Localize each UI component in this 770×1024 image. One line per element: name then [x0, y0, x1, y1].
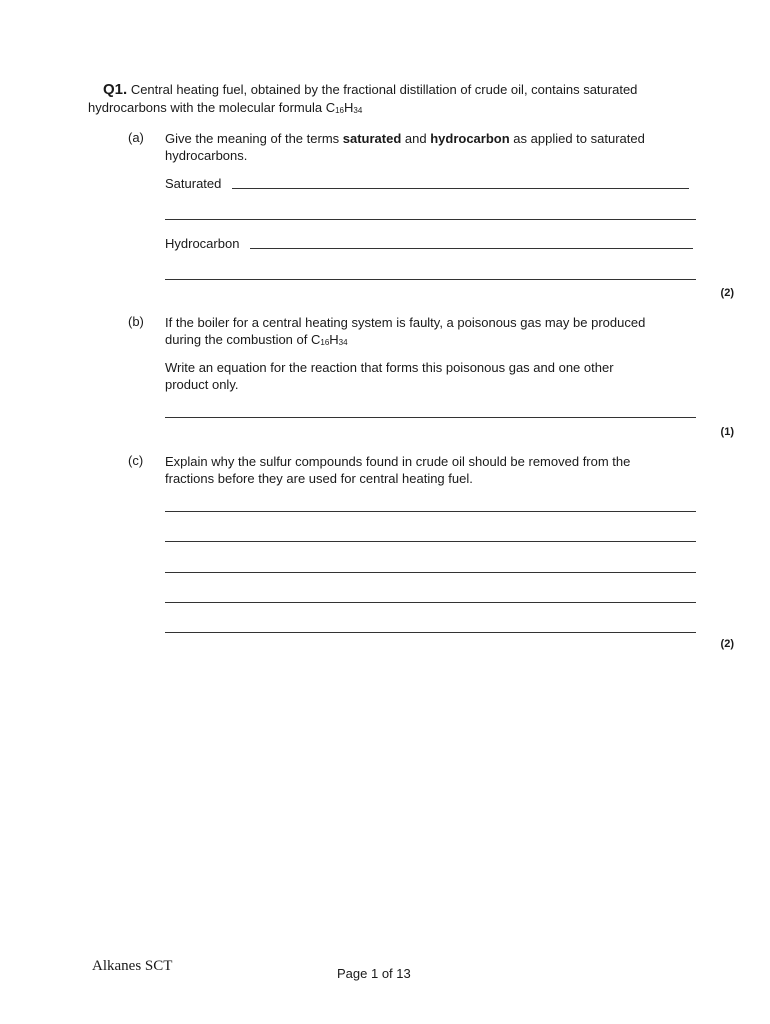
part-c-answer-line-2[interactable]: [165, 541, 696, 542]
formula-c-subscript: 16: [335, 106, 345, 115]
part-c-answer-line-5[interactable]: [165, 632, 696, 633]
question-intro-line-2-wrap: [88, 99, 362, 118]
part-b-formula-c-subscript: 16: [320, 338, 330, 347]
footer-page-number: Page 1 of 13: [337, 966, 411, 981]
part-c-text-2: fractions before they are used for central heating fuel.: [165, 471, 473, 486]
saturated-answer-line-2[interactable]: [165, 219, 696, 220]
part-a-text-2: and: [401, 131, 431, 146]
part-b-text-2: during the combustion of C: [165, 332, 321, 347]
part-b-marks: (1): [720, 426, 734, 438]
part-a-text-1: Give the meaning of the terms: [165, 131, 343, 146]
footer-document-title: Alkanes SCT: [92, 958, 173, 974]
question-intro-line-2: hydrocarbons with the molecular formula C: [88, 100, 336, 115]
part-b-instruction: [165, 359, 700, 393]
saturated-field-label: Saturated: [165, 176, 222, 191]
part-c-question: [165, 453, 700, 487]
hydrocarbon-answer-line[interactable]: [250, 248, 693, 249]
part-b-question: [165, 314, 700, 350]
part-b-instruction-2: product only.: [165, 377, 239, 392]
part-b-answer-line[interactable]: [165, 417, 696, 418]
saturated-answer-line[interactable]: [232, 188, 689, 189]
hydrocarbon-field-label: Hydrocarbon: [165, 236, 240, 251]
part-b-formula-h: H: [329, 332, 339, 347]
question-intro: [103, 81, 637, 98]
question-number: Q1.: [103, 81, 128, 98]
part-b-formula-h-subscript: 34: [338, 338, 348, 347]
part-a-question: [165, 130, 700, 164]
part-c-label: (c): [128, 453, 144, 468]
term-hydrocarbon: hydrocarbon: [430, 131, 510, 146]
part-a-label: (a): [128, 130, 144, 145]
part-b-instruction-1: Write an equation for the reaction that forms this poisonous gas and one other: [165, 360, 614, 375]
part-a-text-4: hydrocarbons.: [165, 148, 248, 163]
part-a-marks: (2): [720, 287, 734, 299]
part-c-answer-line-1[interactable]: [165, 511, 696, 512]
part-b-label: (b): [128, 314, 144, 329]
part-c-text-1: Explain why the sulfur compounds found in crude oil should be removed from the: [165, 454, 631, 469]
part-b-text-1: If the boiler for a central heating system is faulty, a poisonous gas may be produced: [165, 315, 646, 330]
term-saturated: saturated: [342, 131, 402, 146]
part-a-text-3: as applied to saturated: [509, 131, 645, 146]
part-c-answer-line-4[interactable]: [165, 602, 696, 603]
formula-h-subscript: 34: [353, 106, 363, 115]
part-c-marks: (2): [720, 638, 734, 650]
question-intro-line-1: Central heating fuel, obtained by the fractional distillation of crude oil, contains saturated: [130, 82, 638, 97]
part-c-answer-line-3[interactable]: [165, 572, 696, 573]
hydrocarbon-answer-line-2[interactable]: [165, 279, 696, 280]
formula-h: H: [344, 100, 354, 115]
